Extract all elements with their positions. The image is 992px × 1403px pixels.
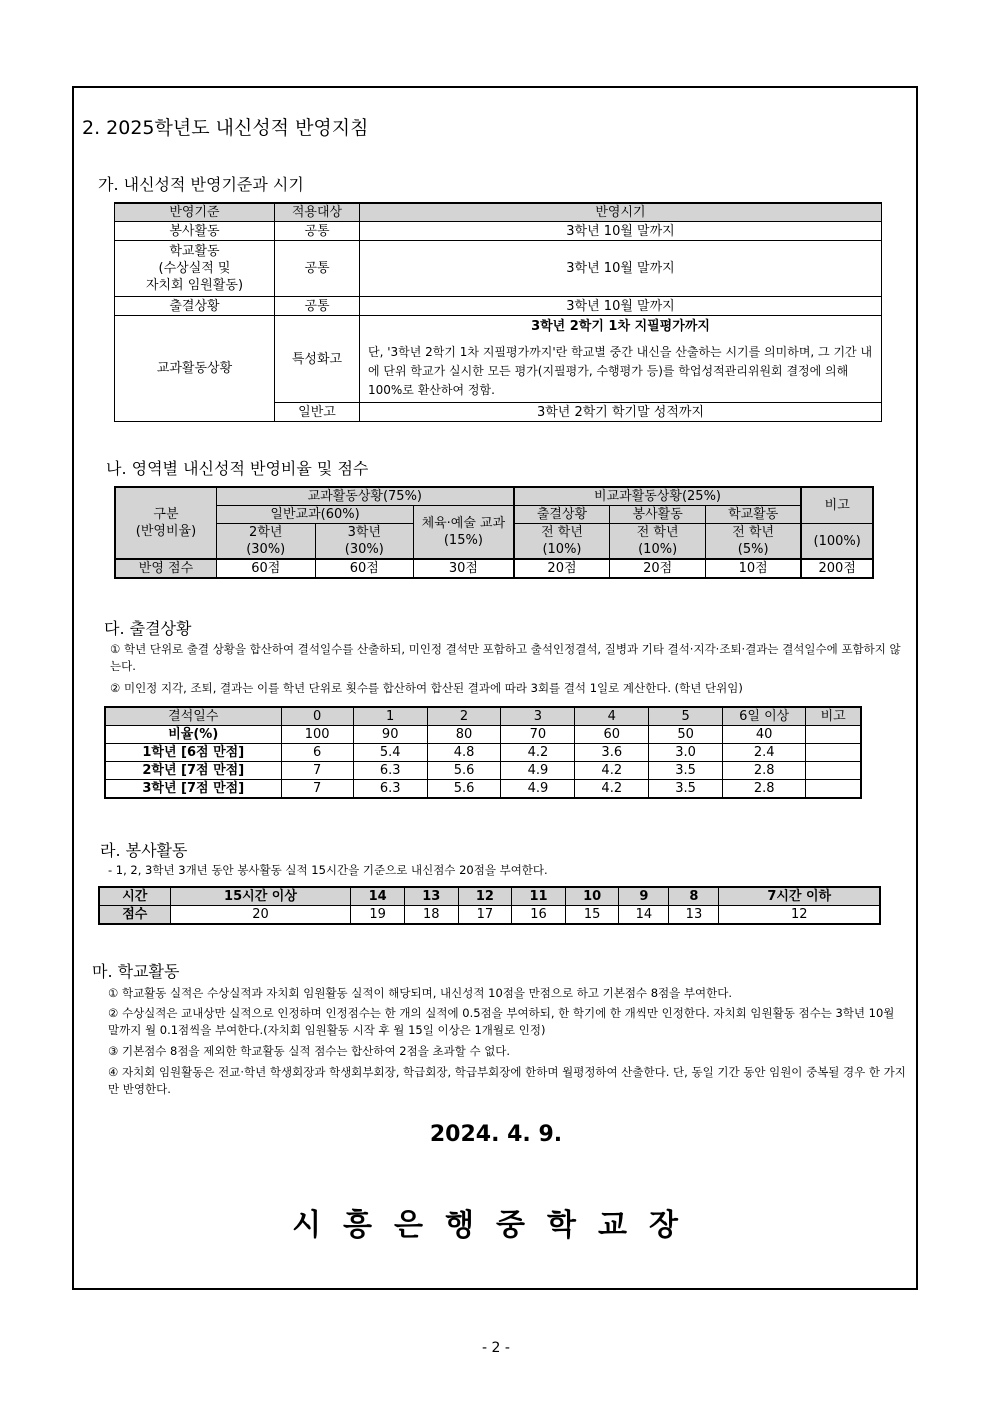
attendance-header-row bbox=[105, 707, 861, 726]
row-label: 2학년 [7점 만점] bbox=[105, 762, 281, 780]
target-cell: 공통 bbox=[275, 297, 360, 316]
table-cell bbox=[806, 744, 861, 762]
period-cell: 3학년 10월 말까지 bbox=[360, 222, 882, 241]
period-cell bbox=[360, 316, 882, 403]
table-cell: 70 bbox=[501, 726, 575, 744]
school-note-2: ② 수상실적은 교내상만 실적으로 인정하며 인정점수는 한 개의 실적에 0.5점을 부여하되, 한 학기에 한 개씩만 인정한다. 자치회 임원활동 점수는 3학년 10월 말까지 월 0.1점씩을 부여한다.(자치회 임원활동 시작 후 월 15일 이상은 1개월로 인정) bbox=[108, 1006, 895, 1037]
gubun-header bbox=[115, 487, 216, 559]
volunteer-header: 봉사활동 bbox=[610, 506, 706, 524]
g3-header bbox=[315, 524, 414, 560]
row-label: 비율(%) bbox=[105, 726, 281, 744]
table-cell bbox=[806, 726, 861, 744]
row-label: 1학년 [6점 만점] bbox=[105, 744, 281, 762]
table-cell: 15 bbox=[565, 906, 619, 925]
header-cell: 8 bbox=[669, 887, 719, 906]
signature: 시흥은행중학교장 bbox=[292, 1208, 700, 1243]
gubun-line: 구분 bbox=[153, 507, 179, 522]
header-cell: 1 bbox=[353, 707, 427, 726]
table-cell: 6 bbox=[281, 744, 353, 762]
document-date: 2024. 4. 9. bbox=[429, 1122, 563, 1147]
criterion-line: (수상실적 및 bbox=[158, 261, 231, 276]
school-note-1: ① 학교활동 실적은 수상실적과 자치회 임원활동 실적이 해당되며, 내신성적 10점을 만점으로 하고 기본점수 8점을 부여한다. bbox=[108, 986, 732, 1000]
section-c-heading: 다. 출결상황 bbox=[104, 619, 192, 638]
table-cell: 20 bbox=[170, 906, 351, 925]
criterion-cell bbox=[115, 241, 275, 297]
table-cell: 60 bbox=[575, 726, 649, 744]
school-note-3: ③ 기본점수 8점을 제외한 학교활동 실적 점수는 합산하여 2점을 초과할 수 없다. bbox=[108, 1044, 511, 1058]
table-row bbox=[105, 780, 861, 799]
table-cell: 50 bbox=[649, 726, 723, 744]
table-cell: 19 bbox=[351, 906, 405, 925]
target-cell: 일반고 bbox=[275, 403, 360, 422]
table-cell: 18 bbox=[404, 906, 458, 925]
ratio-table bbox=[114, 486, 874, 579]
arts-header bbox=[414, 506, 514, 560]
table-cell: 6.3 bbox=[353, 780, 427, 799]
table-cell: 12 bbox=[719, 906, 880, 925]
period-cell: 3학년 10월 말까지 bbox=[360, 241, 882, 297]
g2-line: 2학년 bbox=[249, 525, 283, 540]
row-label: 점수 bbox=[99, 906, 170, 925]
table-row bbox=[105, 726, 861, 744]
period-cell: 3학년 10월 말까지 bbox=[360, 297, 882, 316]
header-cell: 0 bbox=[281, 707, 353, 726]
arts-line: 체육·예술 교과 bbox=[421, 516, 506, 531]
section-a-heading: 가. 내신성적 반영기준과 시기 bbox=[98, 175, 304, 194]
table-row bbox=[105, 744, 861, 762]
criterion-line: 자치회 임원활동) bbox=[145, 278, 244, 293]
criterion-cell: 교과활동상황 bbox=[115, 316, 275, 422]
table-cell: 6.3 bbox=[353, 762, 427, 780]
g3-line: (30%) bbox=[344, 542, 384, 557]
score-cell: 200점 bbox=[801, 559, 873, 578]
header-cell: 10 bbox=[565, 887, 619, 906]
table-row bbox=[115, 316, 882, 403]
table-cell: 5.6 bbox=[427, 780, 501, 799]
header-cell: 4 bbox=[575, 707, 649, 726]
vol-sub-line: 전 학년 bbox=[636, 525, 679, 540]
header-criterion: 반영기준 bbox=[115, 203, 275, 222]
score-cell: 60점 bbox=[315, 559, 414, 578]
school-sub-line: 전 학년 bbox=[732, 525, 775, 540]
table-cell bbox=[806, 762, 861, 780]
table-cell: 40 bbox=[723, 726, 806, 744]
attend-header: 출결상황 bbox=[514, 506, 610, 524]
table-cell: 4.2 bbox=[575, 780, 649, 799]
page-title: 2. 2025학년도 내신성적 반영지침 bbox=[82, 117, 369, 139]
criterion-cell: 봉사활동 bbox=[115, 222, 275, 241]
attendance-note-2: ② 미인정 지각, 조퇴, 결과는 이를 학년 단위로 횟수를 합산하여 합산된 결과에 따라 3회를 결석 1일로 계산한다. (학년 단위임) bbox=[110, 681, 743, 695]
note-sub: (100%) bbox=[801, 524, 873, 560]
table-cell: 2.8 bbox=[723, 762, 806, 780]
table-cell: 3.5 bbox=[649, 780, 723, 799]
table-cell: 80 bbox=[427, 726, 501, 744]
criteria-table bbox=[114, 202, 882, 422]
table-cell: 90 bbox=[353, 726, 427, 744]
attend-sub bbox=[514, 524, 610, 560]
header-target: 적용대상 bbox=[275, 203, 360, 222]
general-header: 일반교과(60%) bbox=[216, 506, 413, 524]
attend-sub-line: (10%) bbox=[542, 542, 582, 557]
table-row bbox=[115, 222, 882, 241]
table-cell: 5.4 bbox=[353, 744, 427, 762]
header-period: 반영시기 bbox=[360, 203, 882, 222]
table-cell: 4.9 bbox=[501, 780, 575, 799]
volunteer-note: - 1, 2, 3학년 3개년 동안 봉사활동 실적 15시간을 기준으로 내신점수 20점을 부여한다. bbox=[108, 863, 548, 877]
table-cell bbox=[806, 780, 861, 799]
header-cell: 9 bbox=[619, 887, 669, 906]
school-header: 학교활동 bbox=[705, 506, 801, 524]
header-cell: 7시간 이하 bbox=[719, 887, 880, 906]
g3-line: 3학년 bbox=[347, 525, 382, 540]
score-cell: 30점 bbox=[414, 559, 514, 578]
header-cell: 결석일수 bbox=[105, 707, 281, 726]
criterion-line: 학교활동 bbox=[169, 244, 220, 259]
target-cell: 특성화고 bbox=[275, 316, 360, 403]
arts-line: (15%) bbox=[443, 533, 483, 548]
table-row bbox=[115, 297, 882, 316]
g2-header bbox=[216, 524, 315, 560]
table-cell: 17 bbox=[458, 906, 512, 925]
period-cell: 3학년 2학기 학기말 성적까지 bbox=[360, 403, 882, 422]
table-cell: 16 bbox=[512, 906, 566, 925]
volunteer-table bbox=[98, 886, 881, 925]
table-row bbox=[99, 906, 880, 925]
header-cell: 14 bbox=[351, 887, 405, 906]
score-cell: 20점 bbox=[610, 559, 706, 578]
table-cell: 4.8 bbox=[427, 744, 501, 762]
score-cell: 60점 bbox=[216, 559, 315, 578]
header-cell: 시간 bbox=[99, 887, 170, 906]
school-sub-line: (5%) bbox=[737, 542, 769, 557]
period-note: 단, '3학년 2학기 1차 지필평가까지'란 학교별 중간 내신을 산출하는 시기를 의미하며, 그 기간 내에 단위 학교가 실시한 모든 평가(지필평가, 수행평가 등)를 학업성적관리위원회 결정에 의해 100%로 환산하여 정함. bbox=[368, 345, 873, 397]
table-cell: 2.4 bbox=[723, 744, 806, 762]
header-cell: 12 bbox=[458, 887, 512, 906]
header-cell: 비고 bbox=[806, 707, 861, 726]
table-cell: 4.2 bbox=[575, 762, 649, 780]
page-number: - 2 - bbox=[482, 1340, 510, 1356]
school-sub bbox=[705, 524, 801, 560]
nonsubject-header: 비교과활동상황(25%) bbox=[514, 487, 802, 506]
g2-line: (30%) bbox=[246, 542, 286, 557]
table-row bbox=[115, 241, 882, 297]
header-cell: 13 bbox=[404, 887, 458, 906]
criterion-cell: 출결상황 bbox=[115, 297, 275, 316]
score-label: 반영 점수 bbox=[115, 559, 216, 578]
gubun-line: (반영비율) bbox=[135, 524, 197, 539]
table-cell: 3.5 bbox=[649, 762, 723, 780]
table-cell: 7 bbox=[281, 762, 353, 780]
table-cell: 4.9 bbox=[501, 762, 575, 780]
table-cell: 5.6 bbox=[427, 762, 501, 780]
table-cell: 100 bbox=[281, 726, 353, 744]
table-cell: 14 bbox=[619, 906, 669, 925]
attendance-note-1: ① 학년 단위로 출결 상황을 합산하여 결석일수를 산출하되, 미인정 결석만 포함하고 출석인정결석, 질병과 기타 결석·지각·조퇴·결과는 결석일수에 포함하지 않는다. bbox=[110, 642, 901, 673]
score-cell: 10점 bbox=[705, 559, 801, 578]
header-cell: 3 bbox=[501, 707, 575, 726]
table-cell: 7 bbox=[281, 780, 353, 799]
table-cell: 2.8 bbox=[723, 780, 806, 799]
target-cell: 공통 bbox=[275, 222, 360, 241]
table-cell: 3.6 bbox=[575, 744, 649, 762]
attendance-table bbox=[104, 706, 862, 799]
vol-sub bbox=[610, 524, 706, 560]
section-d-heading: 라. 봉사활동 bbox=[100, 841, 188, 860]
table-cell: 3.0 bbox=[649, 744, 723, 762]
table-cell: 4.2 bbox=[501, 744, 575, 762]
target-cell: 공통 bbox=[275, 241, 360, 297]
score-row bbox=[115, 559, 873, 578]
header-cell: 15시간 이상 bbox=[170, 887, 351, 906]
subject-header: 교과활동상황(75%) bbox=[216, 487, 513, 506]
period-title: 3학년 2학기 1차 지필평가까지 bbox=[531, 319, 710, 334]
table-row bbox=[105, 762, 861, 780]
header-cell: 5 bbox=[649, 707, 723, 726]
school-note-4: ④ 자치회 임원활동은 전교·학년 학생회장과 학생회부회장, 학급회장, 학급부회장에 한하며 월평정하여 산출한다. 단, 동일 기간 동안 임원이 중복될 경우 한 가지만 반영한다. bbox=[108, 1065, 906, 1096]
row-label: 3학년 [7점 만점] bbox=[105, 780, 281, 799]
header-cell: 2 bbox=[427, 707, 501, 726]
vol-sub-line: (10%) bbox=[638, 542, 678, 557]
note-header: 비고 bbox=[801, 487, 873, 524]
attend-sub-line: 전 학년 bbox=[541, 525, 583, 540]
header-cell: 6일 이상 bbox=[723, 707, 806, 726]
volunteer-header-row bbox=[99, 887, 880, 906]
score-cell: 20점 bbox=[514, 559, 610, 578]
header-cell: 11 bbox=[512, 887, 566, 906]
section-e-heading: 마. 학교활동 bbox=[92, 962, 180, 981]
section-b-heading: 나. 영역별 내신성적 반영비율 및 점수 bbox=[106, 459, 369, 478]
table-cell: 13 bbox=[669, 906, 719, 925]
